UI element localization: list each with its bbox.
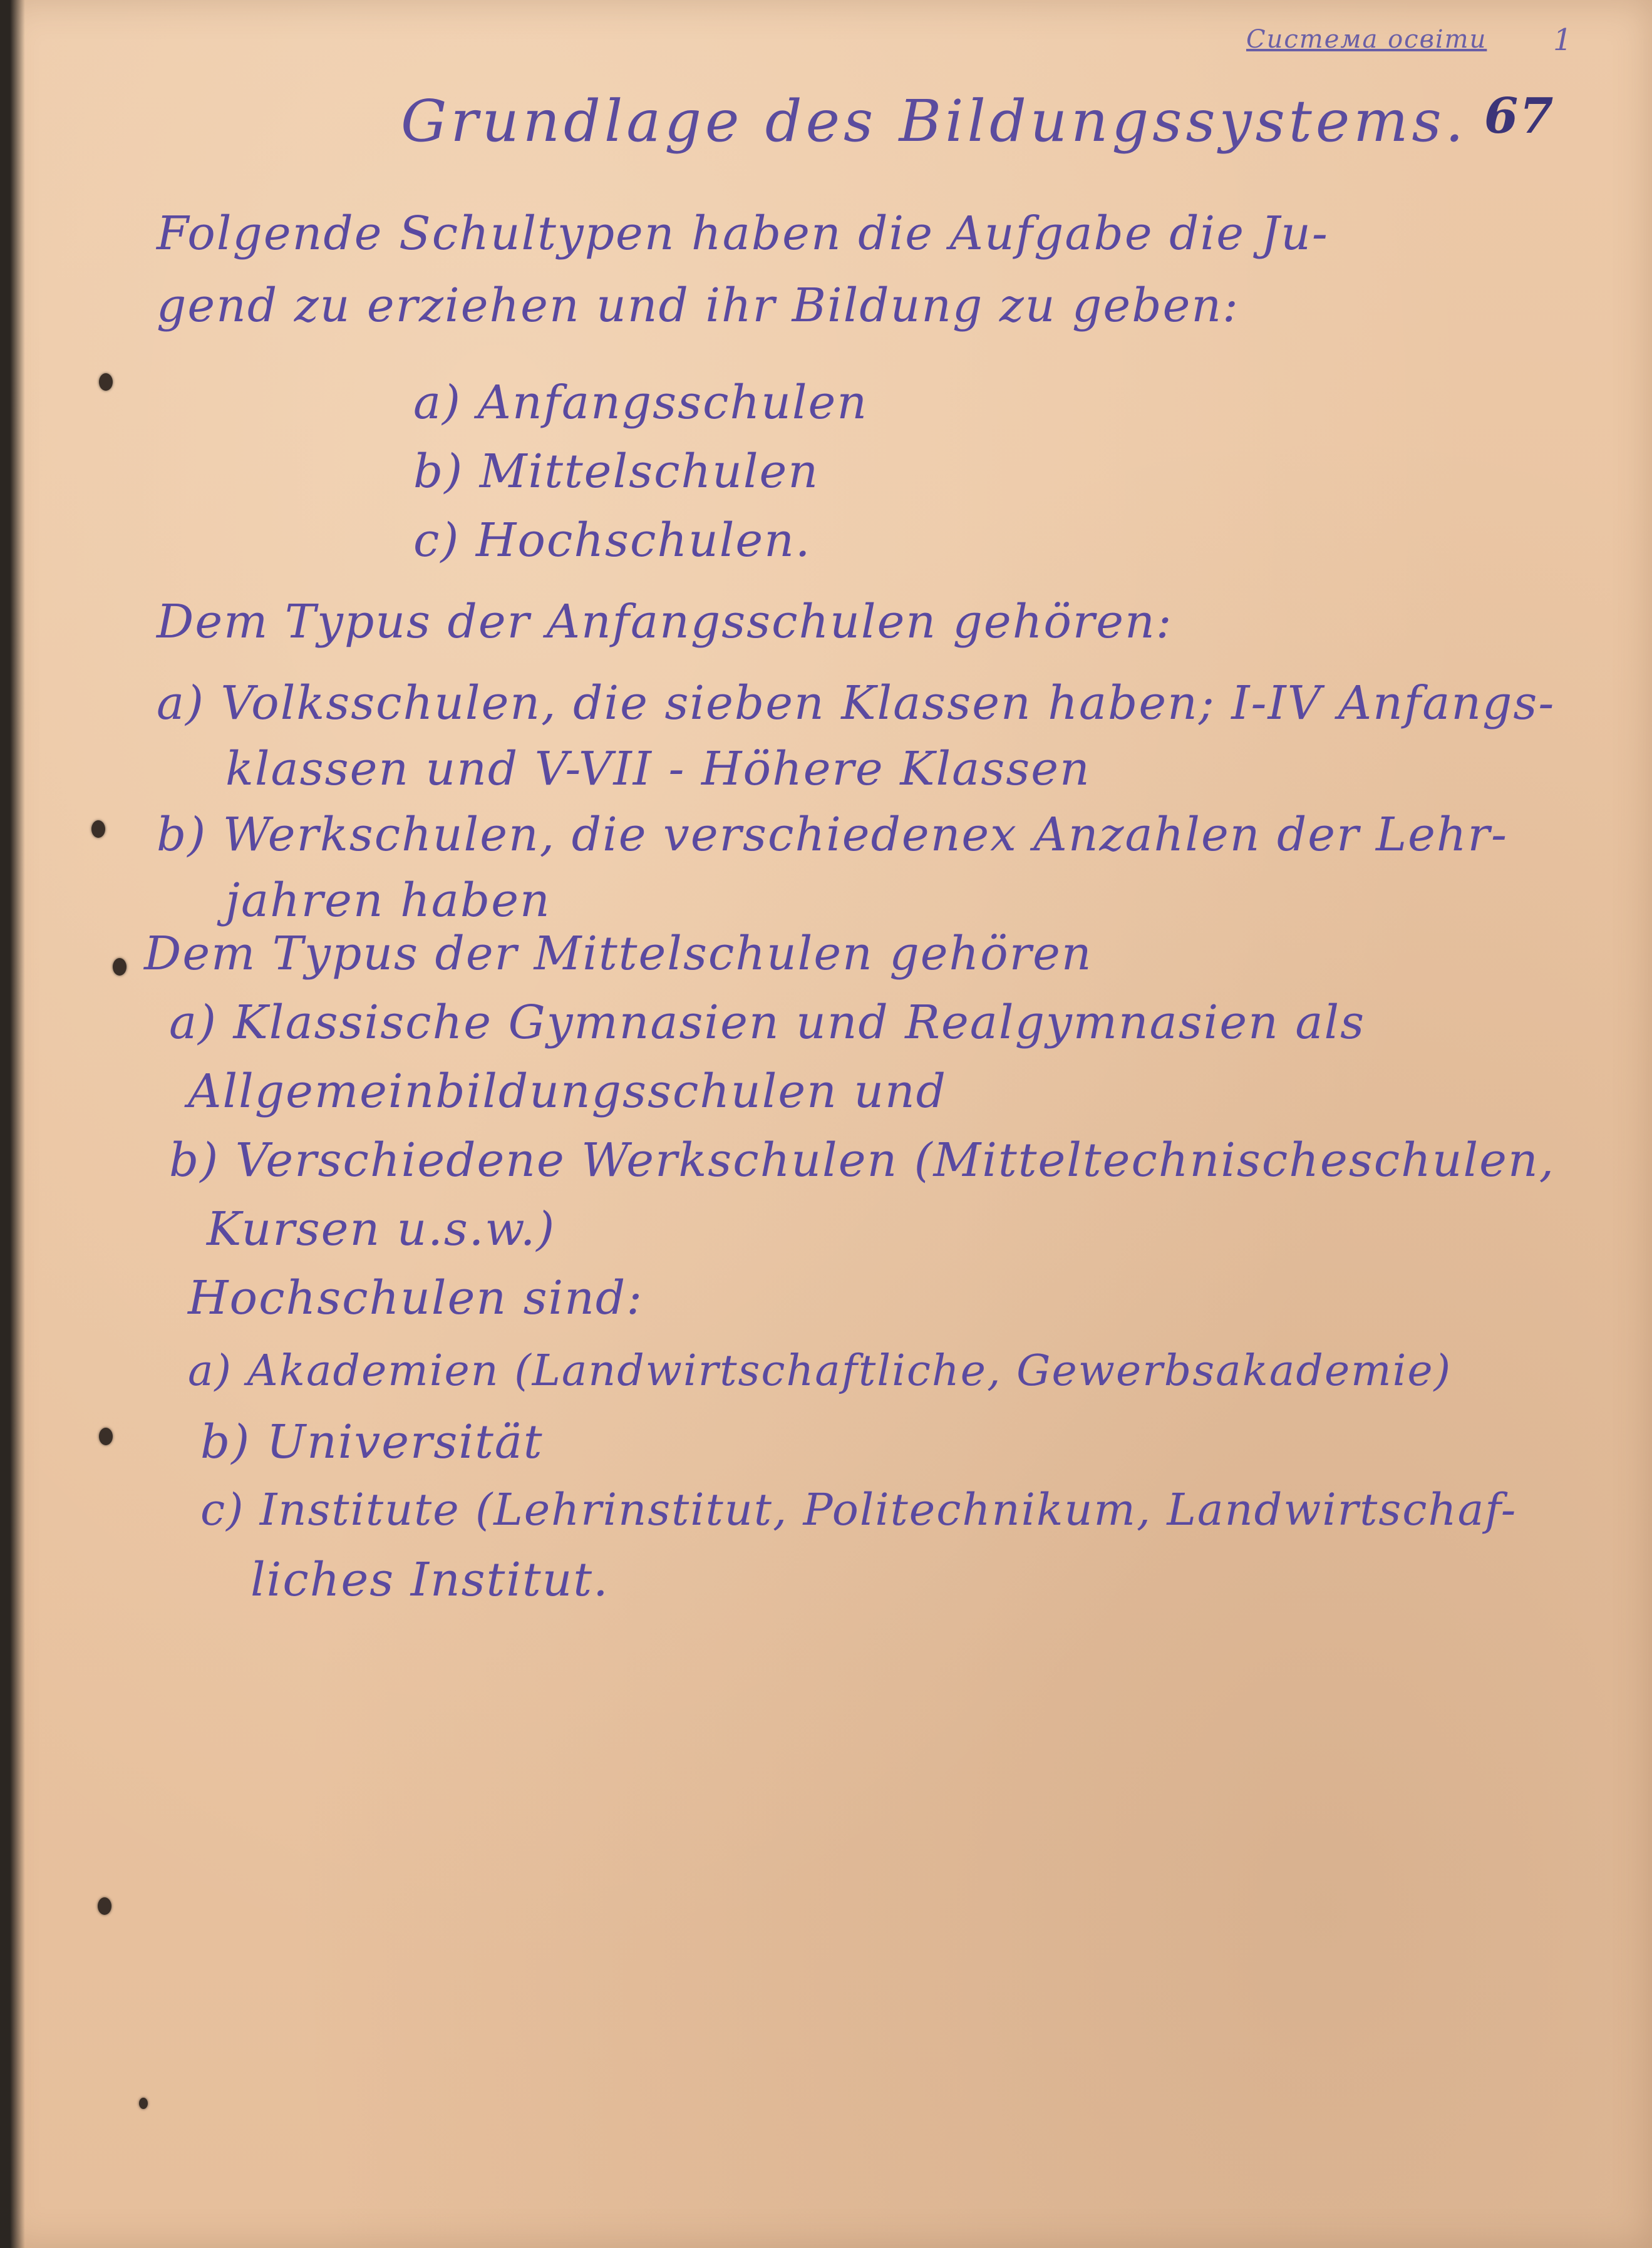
scan-edge-shadow [0, 0, 25, 2248]
punch-hole [139, 2098, 148, 2109]
mittelschulen-line-3: b) Verschiedene Werkschulen (Mitteltechnischeschulen, [169, 1133, 1556, 1187]
hochschulen-line-3: c) Institute (Lehrinstitut, Politechnikum, Landwirtschaf- [200, 1484, 1517, 1535]
punch-hole [99, 1428, 113, 1445]
section-hochschulen-heading: Hochschulen sind: [188, 1271, 644, 1325]
mittelschulen-line-2: Allgemeinbildungsschulen und [188, 1065, 947, 1118]
punch-hole [98, 1897, 111, 1915]
anfangsschulen-line-3: b) Werkschulen, die verschiedenex Anzahlen der Lehr- [157, 808, 1508, 862]
school-type-b: b) Mittelschulen [413, 445, 819, 498]
punch-hole [99, 373, 113, 391]
hochschulen-line-2: b) Universität [200, 1415, 544, 1469]
section-mittelschulen-heading: Dem Typus der Mittelschulen gehören [144, 927, 1093, 981]
anfangsschulen-line-1: a) Volksschulen, die sieben Klassen haben; I-IV Anfangs- [157, 676, 1556, 730]
anfangsschulen-line-4: jahren haben [225, 874, 551, 927]
mittelschulen-line-1: a) Klassische Gymnasien und Realgymnasien als [169, 996, 1366, 1049]
anfangsschulen-line-2: klassen und V-VII - Höhere Klassen [225, 742, 1091, 796]
hochschulen-line-4: liches Institut. [250, 1553, 609, 1607]
mittelschulen-line-4: Kursen u.s.w.) [207, 1202, 556, 1256]
corner-number: 1 [1553, 23, 1574, 58]
punch-hole [113, 958, 126, 976]
folio-number: 67 [1484, 88, 1555, 145]
intro-line-1: Folgende Schultypen haben die Aufgabe die Ju- [157, 207, 1329, 260]
corner-note: Система освіти [1246, 25, 1487, 54]
punch-hole [91, 820, 105, 838]
school-type-c: c) Hochschulen. [413, 513, 812, 567]
hochschulen-line-1: a) Akademien (Landwirtschaftliche, Gewerbsakademie) [188, 1346, 1452, 1396]
school-type-a: a) Anfangsschulen [413, 376, 868, 430]
section-anfangsschulen-heading: Dem Typus der Anfangsschulen gehören: [157, 595, 1173, 649]
intro-line-2: gend zu erziehen und ihr Bildung zu geben: [157, 279, 1239, 333]
page-title: Grundlage des Bildungssystems. [401, 88, 1467, 155]
